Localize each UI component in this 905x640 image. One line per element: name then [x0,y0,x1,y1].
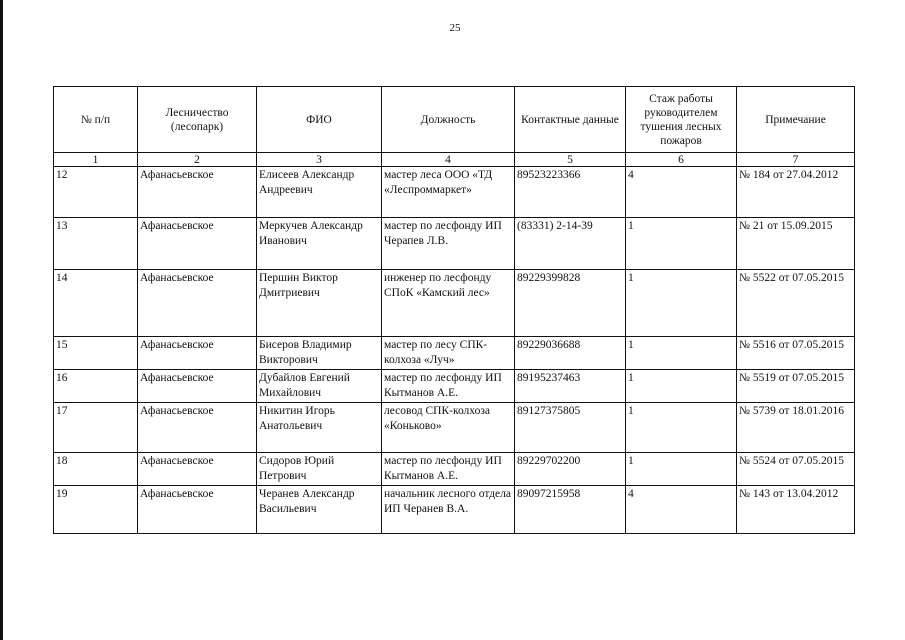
forestry-cell: Афанасьевское [138,403,257,453]
name-cell: Сидоров Юрий Петрович [257,453,382,486]
name-cell: Никитин Игорь Анатольевич [257,403,382,453]
row-number: 17 [54,403,138,453]
col-number-4: 4 [382,153,515,167]
experience-cell: 1 [626,370,737,403]
position-cell: лесовод СПК-колхоза «Коньково» [382,403,515,453]
table-row [54,270,855,337]
page-number: 25 [449,22,461,34]
forestry-cell: Афанасьевское [138,218,257,270]
name-cell: Дубайлов Евгений Михайлович [257,370,382,403]
col-number-2: 2 [138,153,257,167]
row-number: 19 [54,486,138,534]
contact-cell: 89195237463 [515,370,626,403]
table-row [54,486,855,534]
forestry-cell: Афанасьевское [138,486,257,534]
experience-cell: 1 [626,218,737,270]
contact-cell: (83331) 2-14-39 [515,218,626,270]
position-cell: мастер по лесфонду ИП Черапев Л.В. [382,218,515,270]
row-number: 13 [54,218,138,270]
col-header-note: Примечание [737,87,855,153]
col-header-position: Должность [382,87,515,153]
row-number: 15 [54,337,138,370]
experience-cell: 1 [626,337,737,370]
col-header-experience: Стаж работы руководителем тушения лесных пожаров [626,87,737,153]
note-cell: № 143 от 13.04.2012 [737,486,855,534]
experience-cell: 1 [626,270,737,337]
page-left-edge [0,0,3,640]
table-row [54,453,855,486]
position-cell: начальник лесного отдела ИП Черанев В.А. [382,486,515,534]
experience-cell: 4 [626,167,737,218]
contact-cell: 89229399828 [515,270,626,337]
col-header-number: № п/п [54,87,138,153]
position-cell: мастер по лесу СПК-колхоза «Луч» [382,337,515,370]
forestry-cell: Афанасьевское [138,453,257,486]
col-number-3: 3 [257,153,382,167]
row-number: 12 [54,167,138,218]
row-number: 18 [54,453,138,486]
forestry-cell: Афанасьевское [138,167,257,218]
table-row [54,167,855,218]
col-number-6: 6 [626,153,737,167]
contact-cell: 89523223366 [515,167,626,218]
forestry-cell: Афанасьевское [138,337,257,370]
fire-chiefs-table [53,86,855,534]
name-cell: Меркучев Александр Иванович [257,218,382,270]
contact-cell: 89229702200 [515,453,626,486]
table-row [54,218,855,270]
name-cell: Першин Виктор Дмитриевич [257,270,382,337]
position-cell: мастер по лесфонду ИП Кытманов А.Е. [382,370,515,403]
column-number-row [54,153,855,167]
col-header-forestry: Лесничество (лесопарк) [138,87,257,153]
contact-cell: 89229036688 [515,337,626,370]
row-number: 14 [54,270,138,337]
table-row [54,403,855,453]
forestry-cell: Афанасьевское [138,370,257,403]
experience-cell: 1 [626,453,737,486]
name-cell: Черанев Александр Васильевич [257,486,382,534]
forestry-cell: Афанасьевское [138,270,257,337]
note-cell: № 5522 от 07.05.2015 [737,270,855,337]
col-header-name: ФИО [257,87,382,153]
position-cell: мастер леса ООО «ТД «Леспроммаркет» [382,167,515,218]
experience-cell: 1 [626,403,737,453]
note-cell: № 5524 от 07.05.2015 [737,453,855,486]
row-number: 16 [54,370,138,403]
note-cell: № 21 от 15.09.2015 [737,218,855,270]
col-number-5: 5 [515,153,626,167]
contact-cell: 89097215958 [515,486,626,534]
table-row [54,337,855,370]
experience-cell: 4 [626,486,737,534]
note-cell: № 5519 от 07.05.2015 [737,370,855,403]
note-cell: № 184 от 27.04.2012 [737,167,855,218]
name-cell: Бисеров Владимир Викторович [257,337,382,370]
note-cell: № 5739 от 18.01.2016 [737,403,855,453]
col-header-contacts: Контактные данные [515,87,626,153]
note-cell: № 5516 от 07.05.2015 [737,337,855,370]
position-cell: мастер по лесфонду ИП Кытманов А.Е. [382,453,515,486]
position-cell: инженер по лесфонду СПоК «Камский лес» [382,270,515,337]
col-number-1: 1 [54,153,138,167]
col-number-7: 7 [737,153,855,167]
table-row [54,370,855,403]
contact-cell: 89127375805 [515,403,626,453]
name-cell: Елисеев Александр Андреевич [257,167,382,218]
header-row [54,87,855,153]
